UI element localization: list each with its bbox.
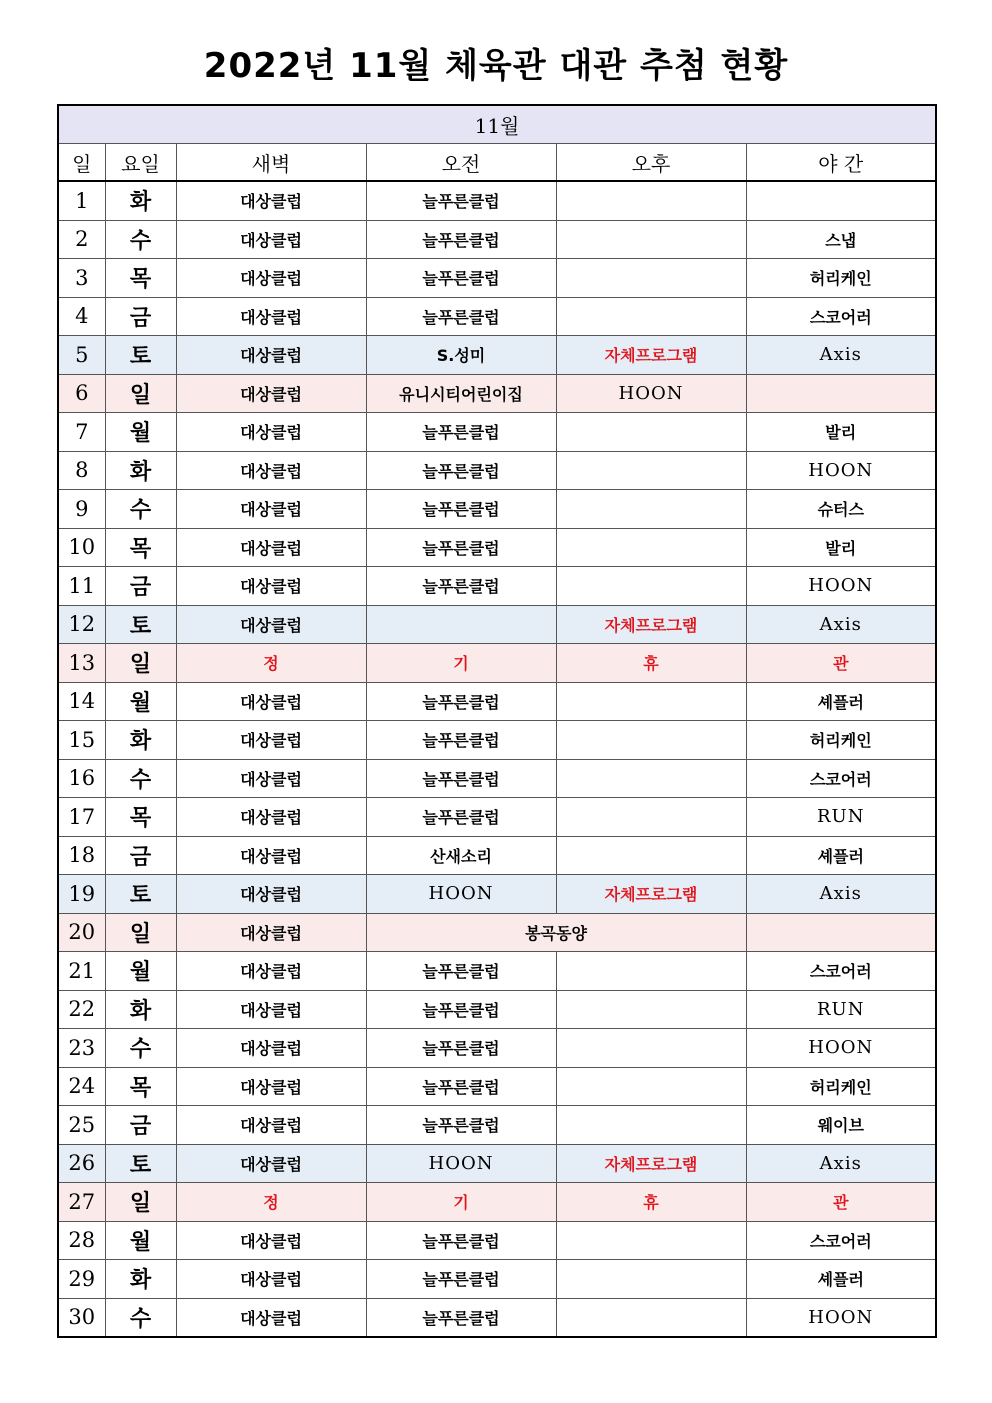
slot-morning: HOON [366, 875, 556, 914]
month-header-row [58, 105, 936, 144]
slot-morning: 봉곡동양 [366, 913, 746, 952]
day-of-week: 일 [105, 644, 176, 683]
day-of-week: 일 [105, 913, 176, 952]
slot-dawn: 대상클럽 [176, 682, 366, 721]
slot-dawn: 대상클럽 [176, 990, 366, 1029]
slot-afternoon: 휴 [556, 1183, 746, 1222]
slot-morning: 늘푸른클럽 [366, 1106, 556, 1145]
day-number: 17 [58, 798, 105, 837]
slot-morning: 늘푸른클럽 [366, 1260, 556, 1299]
slot-afternoon [556, 413, 746, 452]
header-dawn: 새벽 [176, 144, 366, 182]
table-row [58, 682, 936, 721]
slot-morning: 늘푸른클럽 [366, 451, 556, 490]
day-of-week: 금 [105, 1106, 176, 1145]
slot-afternoon [556, 1029, 746, 1068]
slot-afternoon: 자체프로그램 [556, 875, 746, 914]
schedule-table [57, 104, 937, 1338]
slot-morning: 늘푸른클럽 [366, 413, 556, 452]
slot-morning: 늘푸른클럽 [366, 1029, 556, 1068]
slot-afternoon [556, 1221, 746, 1260]
table-row [58, 836, 936, 875]
header-afternoon: 오후 [556, 144, 746, 182]
slot-afternoon: HOON [556, 374, 746, 413]
slot-dawn: 대상클럽 [176, 875, 366, 914]
day-number: 7 [58, 413, 105, 452]
slot-afternoon: 자체프로그램 [556, 336, 746, 375]
slot-dawn: 대상클럽 [176, 952, 366, 991]
slot-night: 셰플러 [746, 682, 936, 721]
table-row [58, 798, 936, 837]
slot-morning: 늘푸른클럽 [366, 567, 556, 606]
day-number: 18 [58, 836, 105, 875]
slot-night: 스코어러 [746, 759, 936, 798]
slot-afternoon [556, 952, 746, 991]
day-number: 13 [58, 644, 105, 683]
slot-afternoon [556, 451, 746, 490]
slot-night: 발리 [746, 413, 936, 452]
slot-morning: 늘푸른클럽 [366, 528, 556, 567]
slot-afternoon [556, 721, 746, 760]
day-of-week: 목 [105, 1067, 176, 1106]
slot-dawn: 대상클럽 [176, 374, 366, 413]
slot-night: 관 [746, 1183, 936, 1222]
table-row [58, 1221, 936, 1260]
slot-dawn: 대상클럽 [176, 336, 366, 375]
table-row [58, 605, 936, 644]
day-number: 29 [58, 1260, 105, 1299]
day-number: 20 [58, 913, 105, 952]
day-of-week: 금 [105, 297, 176, 336]
slot-dawn: 대상클럽 [176, 1298, 366, 1337]
day-of-week: 금 [105, 836, 176, 875]
day-of-week: 수 [105, 1029, 176, 1068]
slot-dawn: 대상클럽 [176, 605, 366, 644]
table-row [58, 259, 936, 298]
day-number: 16 [58, 759, 105, 798]
slot-night [746, 181, 936, 220]
slot-afternoon: 자체프로그램 [556, 1144, 746, 1183]
slot-morning: 늘푸른클럽 [366, 259, 556, 298]
slot-morning: 유니시티어린이집 [366, 374, 556, 413]
table-row [58, 181, 936, 220]
slot-dawn: 대상클럽 [176, 1067, 366, 1106]
day-of-week: 금 [105, 567, 176, 606]
slot-night: Axis [746, 1144, 936, 1183]
slot-dawn: 대상클럽 [176, 1221, 366, 1260]
slot-morning: 늘푸른클럽 [366, 1221, 556, 1260]
slot-afternoon [556, 836, 746, 875]
table-row [58, 1183, 936, 1222]
slot-afternoon [556, 528, 746, 567]
slot-afternoon [556, 1298, 746, 1337]
day-number: 19 [58, 875, 105, 914]
day-number: 8 [58, 451, 105, 490]
day-number: 9 [58, 490, 105, 529]
day-number: 24 [58, 1067, 105, 1106]
slot-afternoon [556, 1067, 746, 1106]
table-row [58, 451, 936, 490]
slot-morning: 늘푸른클럽 [366, 990, 556, 1029]
day-of-week: 수 [105, 759, 176, 798]
slot-night: HOON [746, 451, 936, 490]
day-of-week: 수 [105, 490, 176, 529]
day-of-week: 수 [105, 1298, 176, 1337]
slot-dawn: 대상클럽 [176, 836, 366, 875]
slot-morning: 늘푸른클럽 [366, 220, 556, 259]
slot-dawn: 대상클럽 [176, 297, 366, 336]
table-row [58, 952, 936, 991]
slot-dawn: 대상클럽 [176, 798, 366, 837]
slot-afternoon [556, 1260, 746, 1299]
day-number: 3 [58, 259, 105, 298]
table-row [58, 913, 936, 952]
header-morning: 오전 [366, 144, 556, 182]
slot-afternoon [556, 567, 746, 606]
table-row [58, 990, 936, 1029]
day-of-week: 화 [105, 451, 176, 490]
slot-dawn: 대상클럽 [176, 451, 366, 490]
day-number: 28 [58, 1221, 105, 1260]
slot-night: 슈터스 [746, 490, 936, 529]
day-number: 6 [58, 374, 105, 413]
slot-afternoon [556, 990, 746, 1029]
day-number: 25 [58, 1106, 105, 1145]
slot-morning: 늘푸른클럽 [366, 759, 556, 798]
slot-morning: 늘푸른클럽 [366, 1067, 556, 1106]
slot-night: 관 [746, 644, 936, 683]
slot-morning: HOON [366, 1144, 556, 1183]
slot-night: 스코어러 [746, 297, 936, 336]
day-of-week: 월 [105, 1221, 176, 1260]
slot-morning: 늘푸른클럽 [366, 798, 556, 837]
day-of-week: 월 [105, 682, 176, 721]
day-of-week: 수 [105, 220, 176, 259]
table-row [58, 336, 936, 375]
schedule-body [58, 181, 936, 1337]
page-title: 2022년 11월 체육관 대관 추첨 현황 [203, 46, 789, 86]
day-of-week: 일 [105, 1183, 176, 1222]
table-row [58, 413, 936, 452]
slot-afternoon [556, 220, 746, 259]
table-row [58, 1298, 936, 1337]
table-row [58, 759, 936, 798]
slot-dawn: 대상클럽 [176, 1029, 366, 1068]
day-number: 11 [58, 567, 105, 606]
slot-morning: 늘푸른클럽 [366, 490, 556, 529]
slot-night: 허리케인 [746, 721, 936, 760]
slot-night: 셰플러 [746, 836, 936, 875]
slot-night: Axis [746, 336, 936, 375]
slot-afternoon [556, 798, 746, 837]
slot-dawn: 대상클럽 [176, 528, 366, 567]
slot-morning: S.성미 [366, 336, 556, 375]
day-number: 4 [58, 297, 105, 336]
slot-dawn: 대상클럽 [176, 913, 366, 952]
column-header-row [58, 144, 936, 182]
day-of-week: 목 [105, 798, 176, 837]
slot-night: HOON [746, 1029, 936, 1068]
table-row [58, 567, 936, 606]
day-number: 23 [58, 1029, 105, 1068]
day-number: 26 [58, 1144, 105, 1183]
day-of-week: 토 [105, 605, 176, 644]
slot-dawn: 대상클럽 [176, 567, 366, 606]
slot-morning: 기 [366, 1183, 556, 1222]
table-row [58, 490, 936, 529]
slot-dawn: 대상클럽 [176, 220, 366, 259]
day-of-week: 토 [105, 336, 176, 375]
header-night: 야 간 [746, 144, 936, 182]
slot-night: HOON [746, 567, 936, 606]
slot-night: RUN [746, 798, 936, 837]
day-number: 21 [58, 952, 105, 991]
day-number: 2 [58, 220, 105, 259]
table-row [58, 1067, 936, 1106]
table-row [58, 528, 936, 567]
day-of-week: 월 [105, 413, 176, 452]
day-number: 10 [58, 528, 105, 567]
slot-afternoon [556, 682, 746, 721]
slot-night [746, 374, 936, 413]
slot-morning: 늘푸른클럽 [366, 181, 556, 220]
slot-night: 스코어러 [746, 1221, 936, 1260]
slot-afternoon [556, 1106, 746, 1145]
day-number: 1 [58, 181, 105, 220]
day-of-week: 화 [105, 721, 176, 760]
table-row [58, 644, 936, 683]
table-row [58, 721, 936, 760]
slot-night: 허리케인 [746, 1067, 936, 1106]
day-number: 30 [58, 1298, 105, 1337]
day-number: 12 [58, 605, 105, 644]
slot-dawn: 대상클럽 [176, 490, 366, 529]
slot-afternoon: 휴 [556, 644, 746, 683]
slot-afternoon [556, 181, 746, 220]
slot-night: Axis [746, 605, 936, 644]
day-number: 5 [58, 336, 105, 375]
slot-night: 허리케인 [746, 259, 936, 298]
slot-dawn: 정 [176, 644, 366, 683]
day-of-week: 화 [105, 1260, 176, 1299]
day-of-week: 목 [105, 259, 176, 298]
slot-night: 스냅 [746, 220, 936, 259]
slot-morning: 늘푸른클럽 [366, 682, 556, 721]
slot-night: 발리 [746, 528, 936, 567]
table-row [58, 1029, 936, 1068]
slot-dawn: 대상클럽 [176, 1106, 366, 1145]
table-row [58, 374, 936, 413]
slot-morning: 늘푸른클럽 [366, 1298, 556, 1337]
slot-morning [366, 605, 556, 644]
slot-afternoon [556, 297, 746, 336]
day-of-week: 화 [105, 181, 176, 220]
day-of-week: 월 [105, 952, 176, 991]
slot-dawn: 대상클럽 [176, 759, 366, 798]
day-of-week: 일 [105, 374, 176, 413]
table-row [58, 220, 936, 259]
slot-dawn: 대상클럽 [176, 1144, 366, 1183]
slot-night: HOON [746, 1298, 936, 1337]
slot-morning: 산새소리 [366, 836, 556, 875]
slot-night: 셰플러 [746, 1260, 936, 1299]
slot-night: 스코어러 [746, 952, 936, 991]
slot-dawn: 대상클럽 [176, 721, 366, 760]
slot-dawn: 대상클럽 [176, 1260, 366, 1299]
slot-night: Axis [746, 875, 936, 914]
slot-night [746, 913, 936, 952]
day-of-week: 토 [105, 1144, 176, 1183]
slot-afternoon [556, 759, 746, 798]
slot-morning: 늘푸른클럽 [366, 952, 556, 991]
slot-afternoon [556, 259, 746, 298]
header-day: 일 [58, 144, 105, 182]
slot-night: RUN [746, 990, 936, 1029]
slot-morning: 늘푸른클럽 [366, 721, 556, 760]
table-row [58, 1260, 936, 1299]
slot-dawn: 대상클럽 [176, 413, 366, 452]
table-row [58, 875, 936, 914]
day-number: 14 [58, 682, 105, 721]
day-number: 22 [58, 990, 105, 1029]
day-number: 15 [58, 721, 105, 760]
table-row [58, 1144, 936, 1183]
slot-night: 웨이브 [746, 1106, 936, 1145]
day-number: 27 [58, 1183, 105, 1222]
day-of-week: 목 [105, 528, 176, 567]
day-of-week: 토 [105, 875, 176, 914]
header-weekday: 요일 [105, 144, 176, 182]
table-row [58, 1106, 936, 1145]
slot-dawn: 대상클럽 [176, 259, 366, 298]
slot-afternoon: 자체프로그램 [556, 605, 746, 644]
month-label: 11월 [58, 105, 936, 144]
slot-morning: 늘푸른클럽 [366, 297, 556, 336]
slot-dawn: 정 [176, 1183, 366, 1222]
slot-afternoon [556, 490, 746, 529]
table-row [58, 297, 936, 336]
day-of-week: 화 [105, 990, 176, 1029]
slot-morning: 기 [366, 644, 556, 683]
slot-dawn: 대상클럽 [176, 181, 366, 220]
